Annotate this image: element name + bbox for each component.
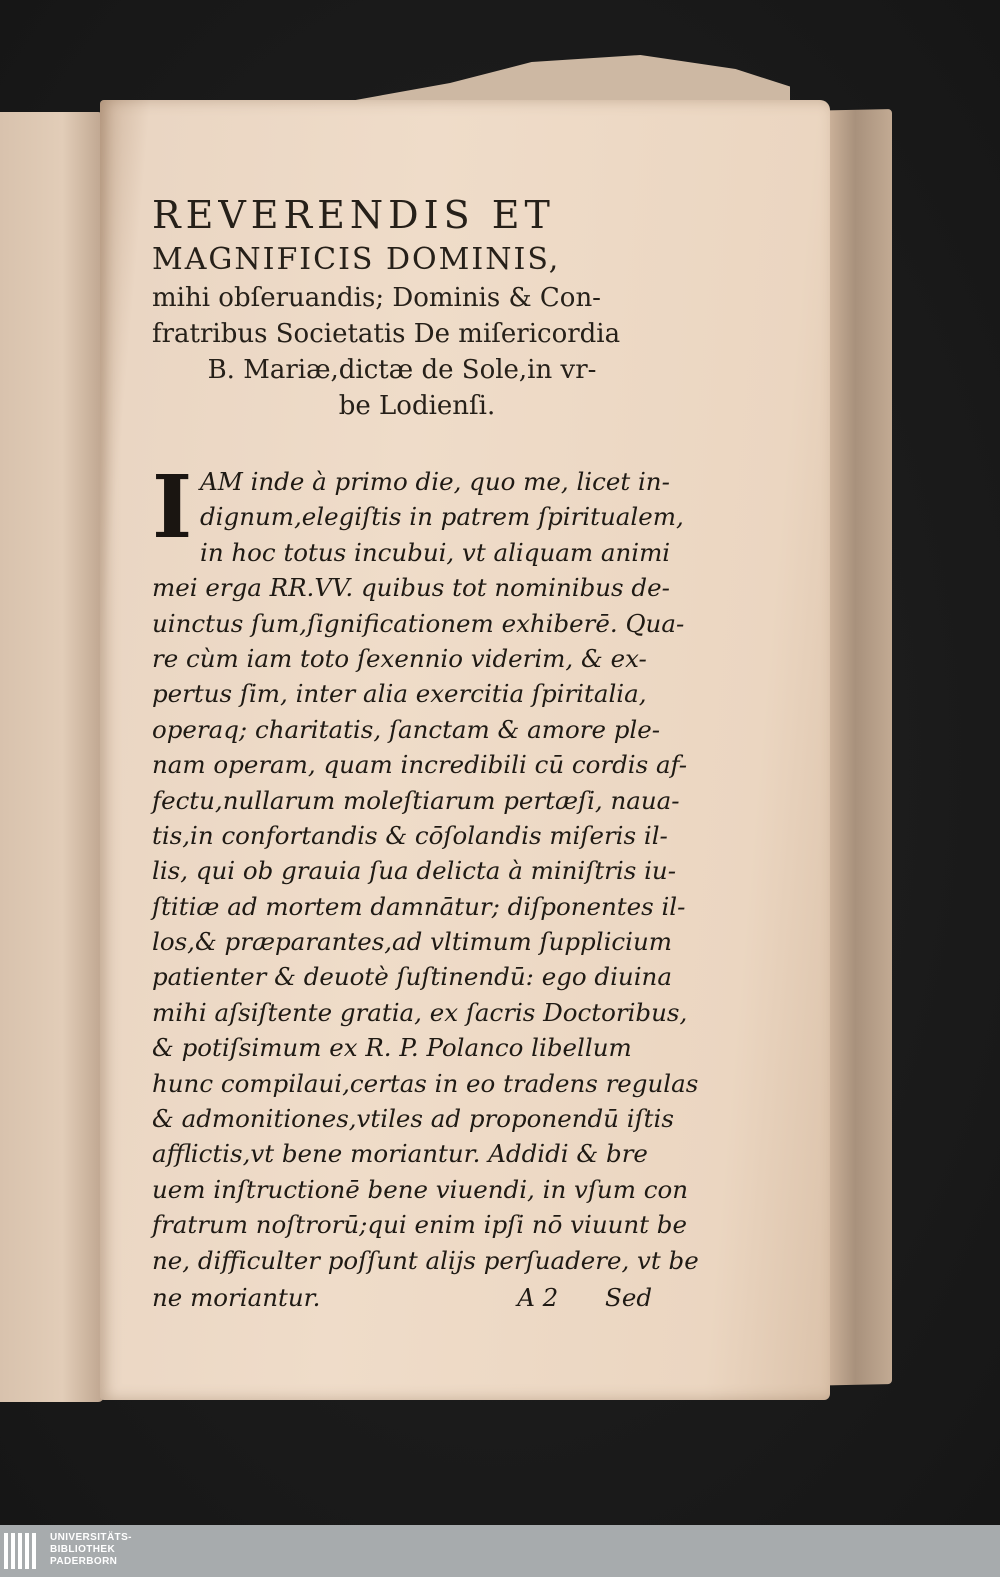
library-name-line: UNIVERSITÄTS- <box>50 1532 132 1543</box>
body-line: fratrum noſtrorū;qui enim ipſi nō viuunt be <box>152 1210 687 1240</box>
body-line: ne, difficulter poſſunt alijs perſuadere, vt be <box>152 1245 699 1275</box>
body-line: re cùm iam toto ſexennio viderim, & ex- <box>152 643 647 673</box>
body-line: in hoc totus incubui, vt aliquam animi <box>200 537 671 567</box>
library-logo-icon <box>4 1533 42 1569</box>
last-line: ne moriantur. <box>152 1282 321 1312</box>
heading-line-4: fratribus Societatis De miſericordia <box>152 319 621 349</box>
body-line: pertus ſim, inter alia exercitia ſpiritalia, <box>152 679 647 709</box>
page-text <box>152 190 699 1315</box>
heading-line-6: be Lodienſi. <box>338 391 496 421</box>
body-line: uem inſtructionē bene viuendi, in vſum con <box>152 1174 688 1204</box>
left-page <box>0 112 104 1402</box>
drop-cap: I <box>152 457 193 558</box>
library-name-line: BIBLIOTHEK <box>50 1544 116 1555</box>
body-line: ſtitiæ ad mortem damnātur; diſponentes il- <box>152 891 686 921</box>
body-line: lis, qui ob grauia ſua delicta à miniſtris iu- <box>152 856 676 886</box>
body-line: fectu,nullarum moleſtiarum pertæſi, naua- <box>152 785 680 815</box>
body-line: & potiſsimum ex R. P. Polanco libellum <box>152 1033 632 1063</box>
body-line: operaq; charitatis, ſanctam & amore ple- <box>152 714 661 744</box>
heading-line-3: mihi obſeruandis; Dominis & Con- <box>152 283 601 313</box>
library-name <box>50 1532 132 1568</box>
body-line: mei erga RR.VV. quibus tot nominibus de- <box>152 573 670 603</box>
body-line: afflictis,vt bene moriantur. Addidi & bre <box>152 1139 648 1169</box>
heading-line-5: B. Mariæ,dictæ de Sole,in vr- <box>207 355 597 385</box>
body-line: & admonitiones,vtiles ad proponendū iſtis <box>152 1104 674 1134</box>
heading-line-2: MAGNIFICIS DOMINIS, <box>152 242 561 277</box>
library-footer <box>0 1525 1000 1577</box>
body-text <box>152 457 699 1315</box>
body-line: hunc compilaui,certas in eo tradens regulas <box>152 1068 699 1098</box>
heading-line-1: REVERENDIS ET <box>152 193 555 237</box>
catchword: Sed <box>605 1282 652 1312</box>
body-line: mihi aſsiſtente gratia, ex ſacris Doctoribus, <box>152 997 688 1027</box>
body-line: AM inde à primo die, quo me, licet in- <box>200 467 670 496</box>
page-footer-line <box>152 1280 652 1315</box>
body-line: uinctus ſum,ſignificationem exhiberē. Qua- <box>152 608 685 638</box>
body-line: patienter & deuotè ſuſtinendū: ego diuina <box>152 962 672 992</box>
signature-mark: A 2 <box>517 1282 559 1312</box>
body-line: nam operam, quam incredibili cū cordis af- <box>152 750 688 780</box>
body-line: dignum,elegiſtis in patrem ſpiritualem, <box>200 502 684 532</box>
body-line: los,& præparantes,ad vltimum ſupplicium <box>152 927 672 957</box>
body-line: tis,in confortandis & cōſolandis miſeris il- <box>152 820 668 850</box>
library-name-line: PADERBORN <box>50 1556 118 1567</box>
